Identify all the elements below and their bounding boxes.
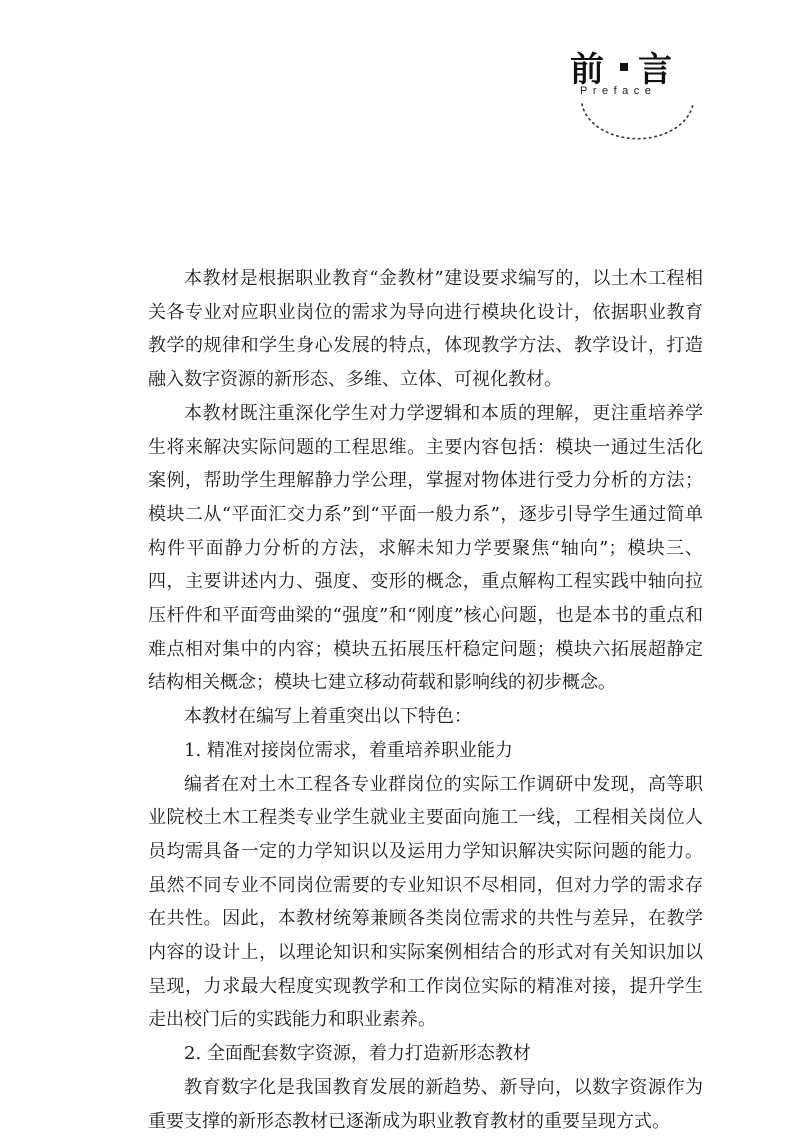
paragraph-intro: 本教材是根据职业教育“金教材”建设要求编写的，以土木工程相关各专业对应职业岗位的需求为导向进行模块化设计，依据职业教育教学的规律和学生身心发展的特点，体现教学方法、教学设计，打造融入数字资源的新形态、多维、立体、可视化教材。: [148, 268, 703, 391]
page-subtitle: Preface: [580, 85, 657, 97]
dotted-arc-decoration: [580, 68, 695, 143]
section-heading-1: 1. 精准对接岗位需求，着重培养职业能力: [184, 739, 513, 761]
paragraph-contents: 本教材既注重深化学生对力学逻辑和本质的理解，更注重培养学生将来解决实际问题的工程思维。主要内容包括：模块一通过生活化案例，帮助学生理解静力学公理，掌握对物体进行受力分析的方法；模块二从“平面汇交力系”到“平面一般力系”，逐步引导学生通过简单构件平面静力分析的方法，求解未知力学要聚焦“轴向”；模块三、四，主要讲述内力、强度、变形的概念，重点解构工程实践中轴向拉压杆件和平面弯曲梁的“强度”和“刚度”核心问题，也是本书的重点和难点相对集中的内容；模块五拓展压杆稳定问题；模块六拓展超静定结构相关概念；模块七建立移动荷载和影响线的初步概念。: [148, 402, 703, 694]
paragraph-features-intro: 本教材在编写上着重突出以下特色：: [184, 706, 472, 728]
title-char-2: 言: [638, 50, 678, 90]
preface-body: [148, 262, 703, 1138]
title-char-1: 前: [570, 50, 610, 90]
preface-header: [560, 30, 710, 150]
paragraph-section-2: 教育数字化是我国教育发展的新趋势、新导向，以数字资源作为重要支撑的新形态教材已逐渐成为职业教育教材的重要呈现方式。: [148, 1076, 703, 1132]
section-heading-2: 2. 全面配套数字资源，着力打造新形态教材: [184, 1043, 531, 1065]
paragraph-section-1: 编者在对土木工程各专业群岗位的实际工作调研中发现，高等职业院校土木工程类专业学生就业主要面向施工一线，工程相关岗位人员均需具备一定的力学知识以及运用力学知识解决实际问题的能力。虽然不同专业不同岗位需要的专业知识不尽相同，但对力学的需求存在共性。因此，本教材统筹兼顾各类岗位需求的共性与差异，在教学内容的设计上，以理论知识和实际案例相结合的形式对有关知识加以呈现，力求最大程度实现教学和工作岗位实际的精准对接，提升学生走出校门后的实践能力和职业素养。: [148, 773, 703, 1031]
